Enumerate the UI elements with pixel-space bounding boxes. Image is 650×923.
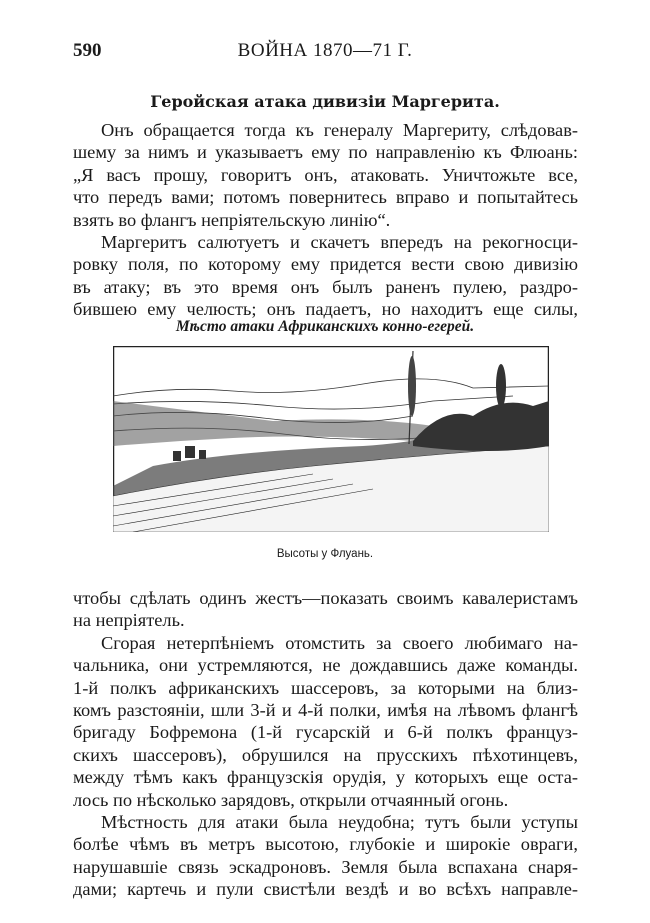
text-block-1 (73, 119, 578, 321)
text-line: Сгорая нетерпѣніемъ отомстить за своего любимаго на- (101, 632, 578, 653)
text-line: на непріятель. (73, 610, 185, 631)
text-line: Маргеритъ салютуетъ и скачетъ впередъ на рекогносци- (101, 231, 578, 252)
text-line: ровку поля, по которому ему придется вести свою дивизію (73, 254, 578, 275)
text-line: чальника, они устремляются, не дождавшись даже команды. (73, 655, 578, 676)
running-title: ВОЙНА 1870—71 Г. (237, 40, 413, 61)
section-title: Геройская атака дивизіи Маргерита. (150, 92, 500, 111)
text-line: Мѣстность для атаки была неудобна; тутъ были уступы (101, 811, 578, 832)
text-line: нарушавшіе связь эскадроновъ. Земля была вспахана снаря- (73, 856, 578, 877)
landscape-illustration (113, 346, 549, 532)
figure-title: Мѣсто атаки Африканскихъ конно-егерей. (175, 318, 475, 335)
text-line: чтобы сдѣлать одинъ жестъ—показать своимъ кавалеристамъ (73, 588, 578, 608)
text-line: бившею ему челюсть; онъ падаетъ, но находитъ еще силы, (73, 299, 578, 320)
text-line: между тѣмъ какъ французскія орудія, у которыхъ еще оста- (73, 767, 578, 788)
text-line: 1-й полкъ африканскихъ шассеровъ, за которыми на близ- (73, 677, 578, 698)
text-line: комъ разстояніи, шли 3-й и 4-й полки, имѣя на лѣвомъ флангѣ (73, 699, 578, 720)
text-line: бригаду Бофремона (1-й гусарскій и 6-й полкъ француз- (73, 722, 578, 743)
page-number: 590 (73, 40, 102, 61)
text-line: болѣе чѣмъ въ метръ высотою, глубокіе и широкіе овраги, (73, 834, 578, 855)
text-line: скихъ шассеровъ), обрушился на прусскихъ пѣхотинцевъ, (73, 744, 578, 765)
figure-caption: Высоты у Флуань. (276, 548, 374, 560)
text-line: шему за нимъ и указываетъ ему по направленію къ Флюань: (73, 142, 578, 163)
text-line: въ атаку; въ это время онъ былъ раненъ пулею, раздро- (73, 276, 578, 297)
text-line: „Я васъ прошу, говоритъ онъ, атаковать. Уничтожьте все, (73, 164, 578, 185)
text-line: взять во флангъ непріятельскую линію“. (73, 209, 391, 230)
text-line: дами; картечь и пули свистѣли вездѣ и во всѣхъ направле- (73, 879, 578, 900)
text-block-2 (73, 587, 578, 900)
text-line: что передъ вами; потомъ повернитесь вправо и попытайтесь (73, 187, 578, 208)
text-line: Онъ обращается тогда къ генералу Маргериту, слѣдовав- (101, 120, 578, 140)
text-line: лось по нѣсколько зарядовъ, открыли отчаянный огонь. (73, 789, 509, 810)
